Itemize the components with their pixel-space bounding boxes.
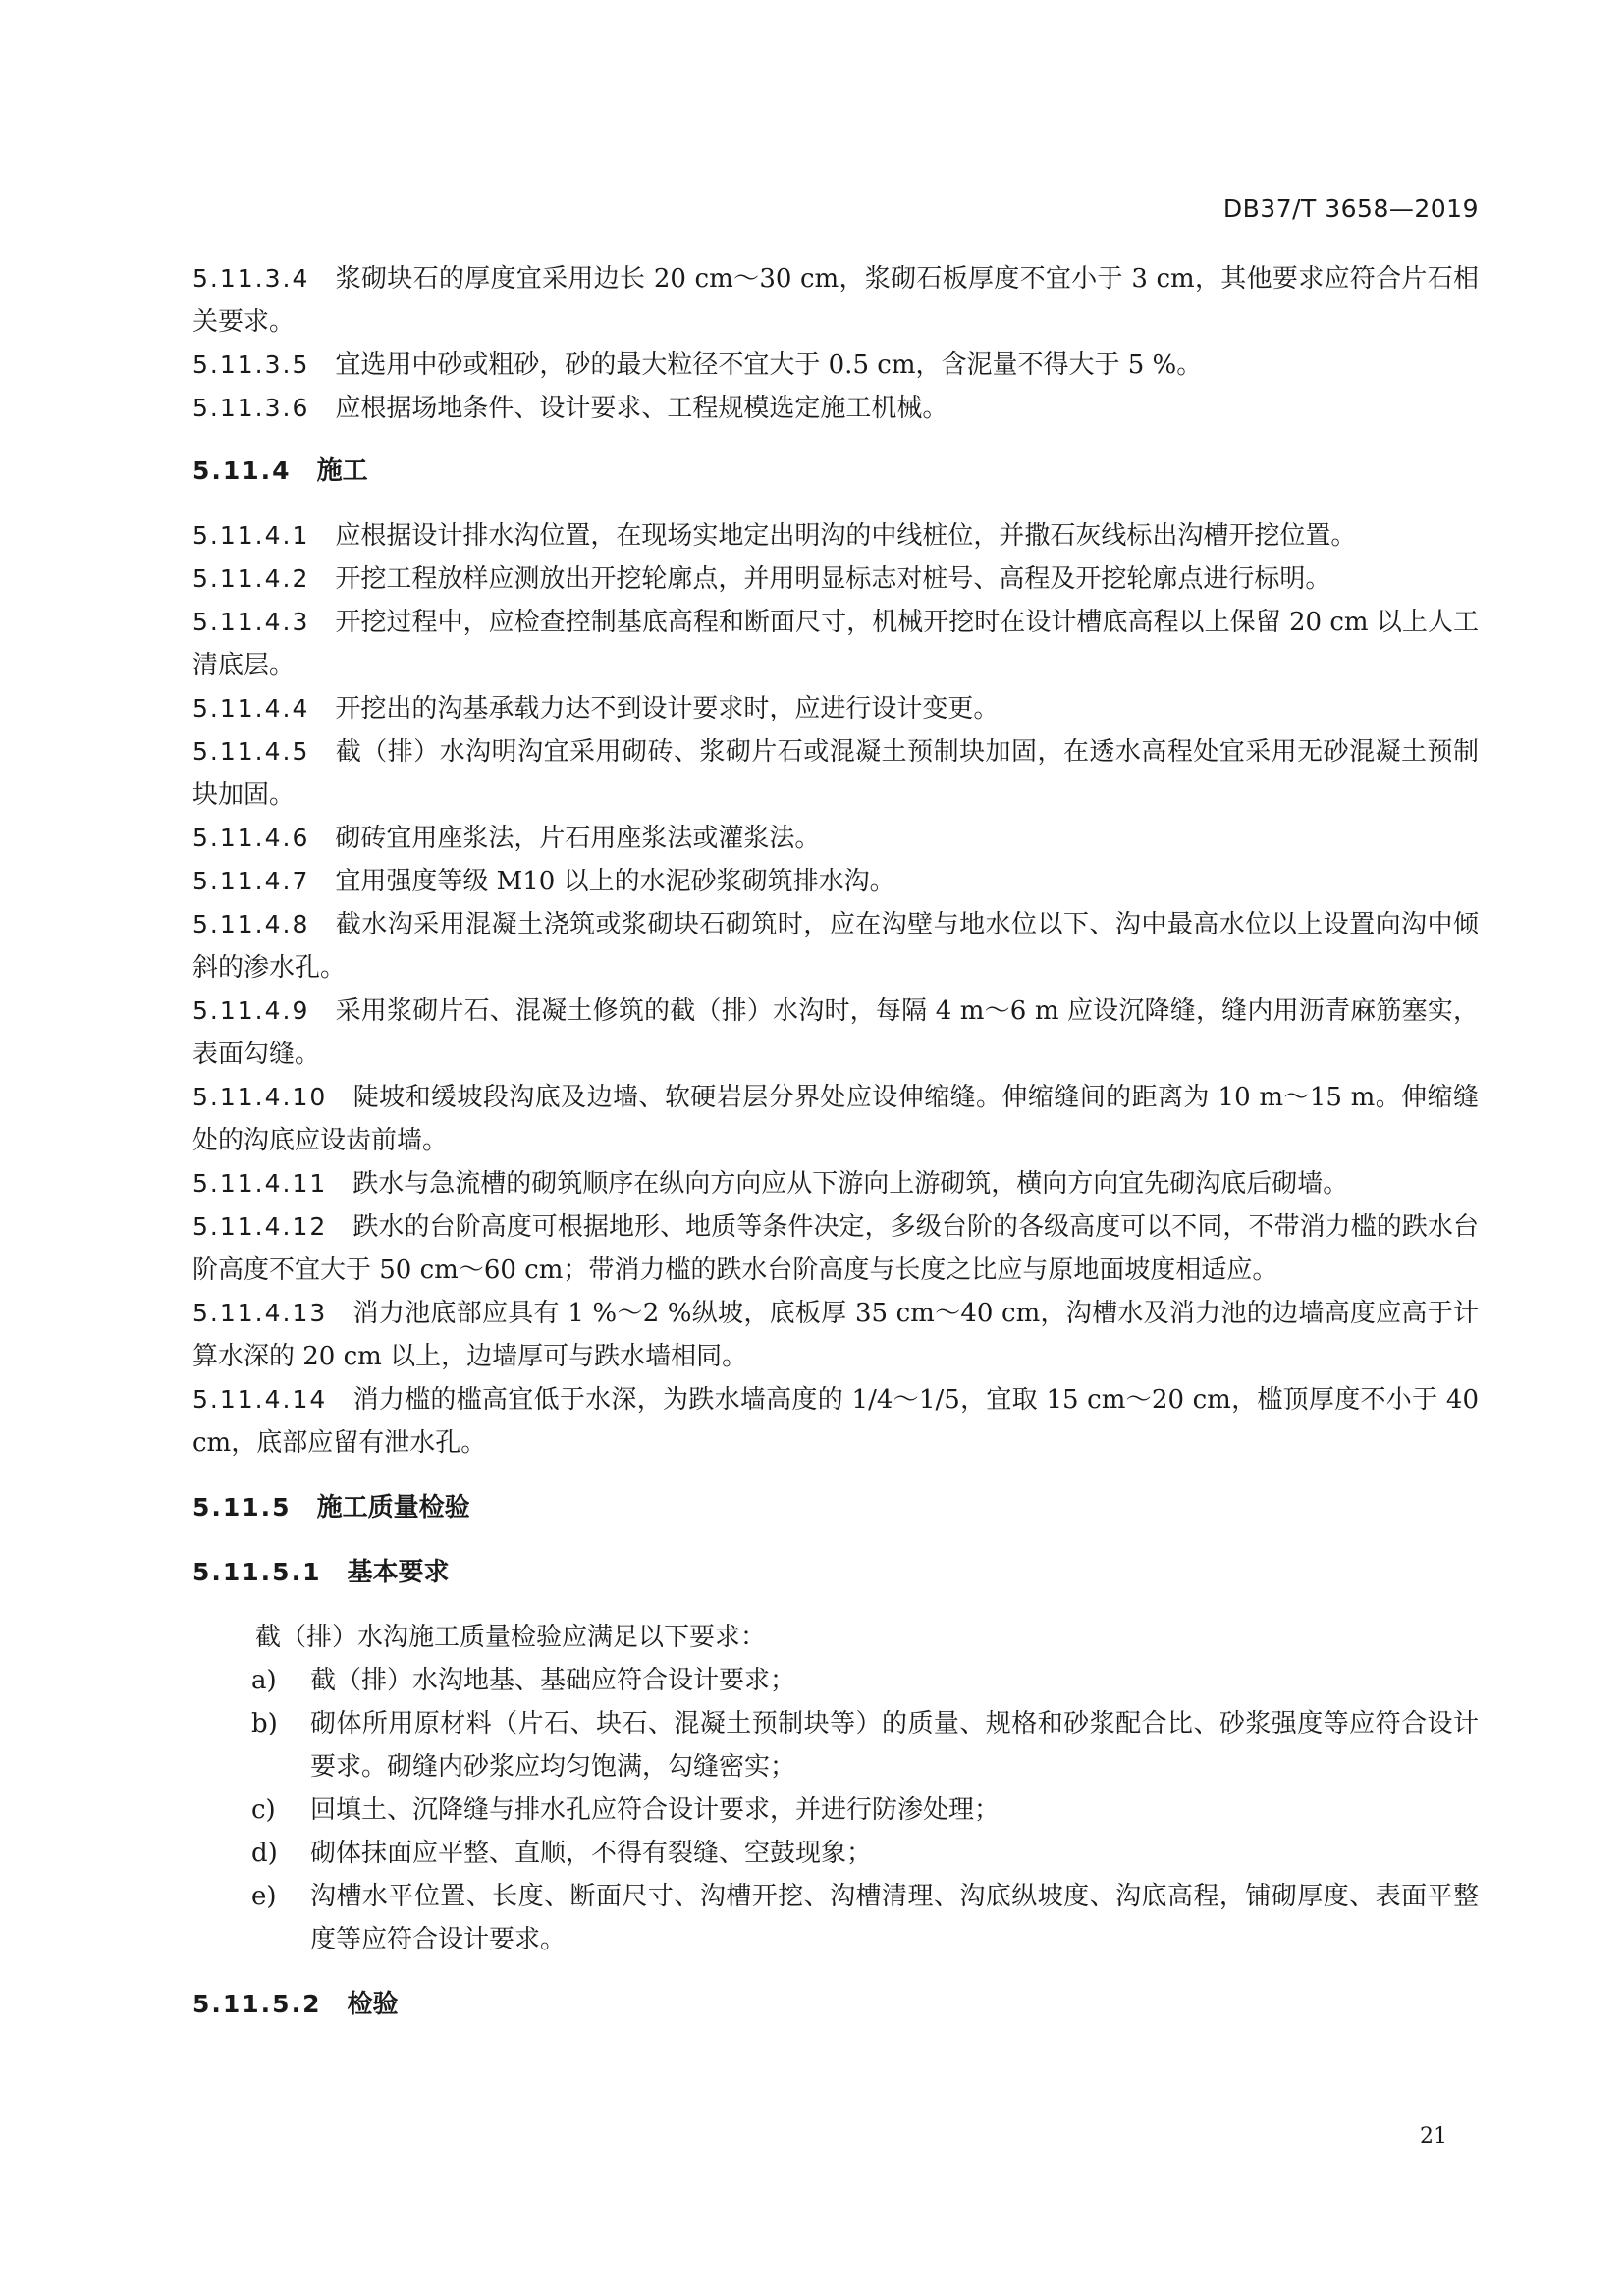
clause-5-11-4-9 [192,989,1479,1076]
list-marker: b) [251,1709,278,1738]
clause-text: 陡坡和缓坡段沟底及边墙、软硬岩层分界处应设伸缩缝。伸缩缝间的距离为 10 m～15 m。伸缩缝处的沟底应设齿前墙。 [192,1083,1479,1155]
clause-number: 5.11.4.3 [192,608,310,636]
clause-number: 5.11.4.7 [192,867,310,895]
section-heading-51152 [192,1983,1479,2026]
list-marker: e) [251,1882,277,1911]
clause-text: 开挖出的沟基承载力达不到设计要求时，应进行设计变更。 [335,694,1000,723]
clause-number: 5.11.3.4 [192,264,310,293]
clause-5-11-4-1 [192,514,1479,558]
clause-number: 5.11.4.1 [192,521,310,550]
clause-group-5113 [192,257,1479,430]
clause-number: 5.11.4.14 [192,1385,328,1414]
clause-number: 5.11.4.13 [192,1299,328,1327]
clause-5-11-4-12 [192,1205,1479,1292]
section-number: 5.11.5.1 [192,1558,322,1586]
clause-text: 开挖过程中，应检查控制基底高程和断面尺寸，机械开挖时在设计槽底高程以上保留 20 cm 以上人工清底层。 [192,608,1479,680]
list-item [192,1659,1479,1702]
clause-5-11-3-4 [192,257,1479,344]
clause-5-11-4-7 [192,860,1479,903]
clause-text: 宜用强度等级 M10 以上的水泥砂浆砌筑排水沟。 [335,867,895,896]
clause-5-11-4-3 [192,601,1479,687]
clause-number: 5.11.4.8 [192,910,310,938]
clause-number: 5.11.4.5 [192,737,310,766]
clause-number: 5.11.4.10 [192,1083,328,1111]
clause-text: 截水沟采用混凝土浇筑或浆砌块石砌筑时，应在沟壁与地水位以下、沟中最高水位以上设置向沟中倾斜的渗水孔。 [192,910,1479,983]
clause-text: 宜选用中砂或粗砂，砂的最大粒径不宜大于 0.5 cm，含泥量不得大于 5 %。 [335,350,1203,380]
clause-5-11-4-14 [192,1378,1479,1465]
clause-text: 浆砌块石的厚度宜采用边长 20 cm～30 cm，浆砌石板厚度不宜小于 3 cm，其他要求应符合片石相关要求。 [192,264,1479,337]
section-title: 检验 [347,1990,399,2019]
section-title: 施工 [316,456,368,486]
basic-requirements-list [192,1659,1479,1961]
list-text: 截（排）水沟地基、基础应符合设计要求； [310,1666,796,1695]
list-item [192,1789,1479,1832]
section-number: 5.11.4 [192,456,292,485]
clause-text: 消力槛的槛高宜低于水深，为跌水墙高度的 1/4～1/5，宜取 15 cm～20 cm，槛顶厚度不小于 40 cm，底部应留有泄水孔。 [192,1385,1479,1458]
clause-5-11-3-5 [192,344,1479,387]
clause-number: 5.11.4.12 [192,1212,328,1241]
section-heading-51151 [192,1551,1479,1594]
clause-5-11-4-6 [192,817,1479,860]
page-number: 21 [1420,2124,1447,2149]
list-text: 砌体所用原材料（片石、块石、混凝土预制块等）的质量、规格和砂浆配合比、砂浆强度等应符合设计要求。砌缝内砂浆应均匀饱满，勾缝密实； [310,1709,1479,1782]
clause-text: 采用浆砌片石、混凝土修筑的截（排）水沟时，每隔 4 m～6 m 应设沉降缝，缝内用沥青麻筋塞实，表面勾缝。 [192,996,1479,1069]
clause-5-11-4-2 [192,558,1479,601]
list-marker: c) [251,1795,276,1825]
clause-5-11-4-10 [192,1076,1479,1162]
document-code: DB37/T 3658—2019 [1222,194,1479,223]
clause-number: 5.11.4.4 [192,694,310,722]
clause-text: 跌水的台阶高度可根据地形、地质等条件决定，多级台阶的各级高度可以不同，不带消力槛的跌水台阶高度不宜大于 50 cm～60 cm；带消力槛的跌水台阶高度与长度之比应与原地面坡度相适应。 [192,1212,1479,1285]
clause-text: 应根据设计排水沟位置，在现场实地定出明沟的中线桩位，并撒石灰线标出沟槽开挖位置。 [335,521,1357,551]
clause-text: 应根据场地条件、设计要求、工程规模选定施工机械。 [335,394,948,423]
clause-5-11-3-6 [192,387,1479,430]
section-heading-5114 [192,450,1479,493]
clause-5-11-4-8 [192,903,1479,989]
clause-text: 截（排）水沟明沟宜采用砌砖、浆砌片石或混凝土预制块加固，在透水高程处宜采用无砂混凝土预制块加固。 [192,737,1479,810]
basic-requirements-intro: 截（排）水沟施工质量检验应满足以下要求： [255,1623,767,1652]
clause-text: 砌砖宜用座浆法，片石用座浆法或灌浆法。 [335,824,821,853]
section-title: 施工质量检验 [316,1493,470,1522]
section-number: 5.11.5 [192,1493,292,1522]
clause-number: 5.11.4.2 [192,564,310,593]
list-text: 砌体抹面应平整、直顺，不得有裂缝、空鼓现象； [310,1839,873,1868]
clause-number: 5.11.4.9 [192,996,310,1025]
clause-number: 5.11.3.5 [192,350,310,379]
list-item [192,1832,1479,1875]
list-text: 回填土、沉降缝与排水孔应符合设计要求，并进行防渗处理； [310,1795,1001,1825]
list-text: 沟槽水平位置、长度、断面尺寸、沟槽开挖、沟槽清理、沟底纵坡度、沟底高程，铺砌厚度、表面平整度等应符合设计要求。 [310,1882,1479,1954]
clause-group-5114 [192,514,1479,1465]
clause-5-11-4-13 [192,1292,1479,1378]
clause-5-11-4-11 [192,1162,1479,1205]
clause-number: 5.11.4.6 [192,824,310,852]
clause-text: 开挖工程放样应测放出开挖轮廓点，并用明显标志对桩号、高程及开挖轮廓点进行标明。 [335,564,1331,594]
clause-text: 消力池底部应具有 1 %～2 %纵坡，底板厚 35 cm～40 cm，沟槽水及消力池的边墙高度应高于计算水深的 20 cm 以上，边墙厚可与跌水墙相同。 [192,1299,1479,1371]
list-item [192,1875,1479,1961]
clause-text: 跌水与急流槽的砌筑顺序在纵向方向应从下游向上游砌筑，横向方向宜先砌沟底后砌墙。 [352,1169,1349,1199]
clause-number: 5.11.4.11 [192,1169,328,1198]
clause-5-11-4-5 [192,730,1479,817]
clause-5-11-4-4 [192,687,1479,730]
section-title: 基本要求 [347,1558,450,1587]
list-marker: a) [251,1666,277,1695]
section-number: 5.11.5.2 [192,1990,322,2018]
section-heading-5115 [192,1486,1479,1529]
list-item [192,1702,1479,1789]
clause-number: 5.11.3.6 [192,394,310,422]
list-marker: d) [251,1839,278,1868]
page-content [192,257,1479,2048]
